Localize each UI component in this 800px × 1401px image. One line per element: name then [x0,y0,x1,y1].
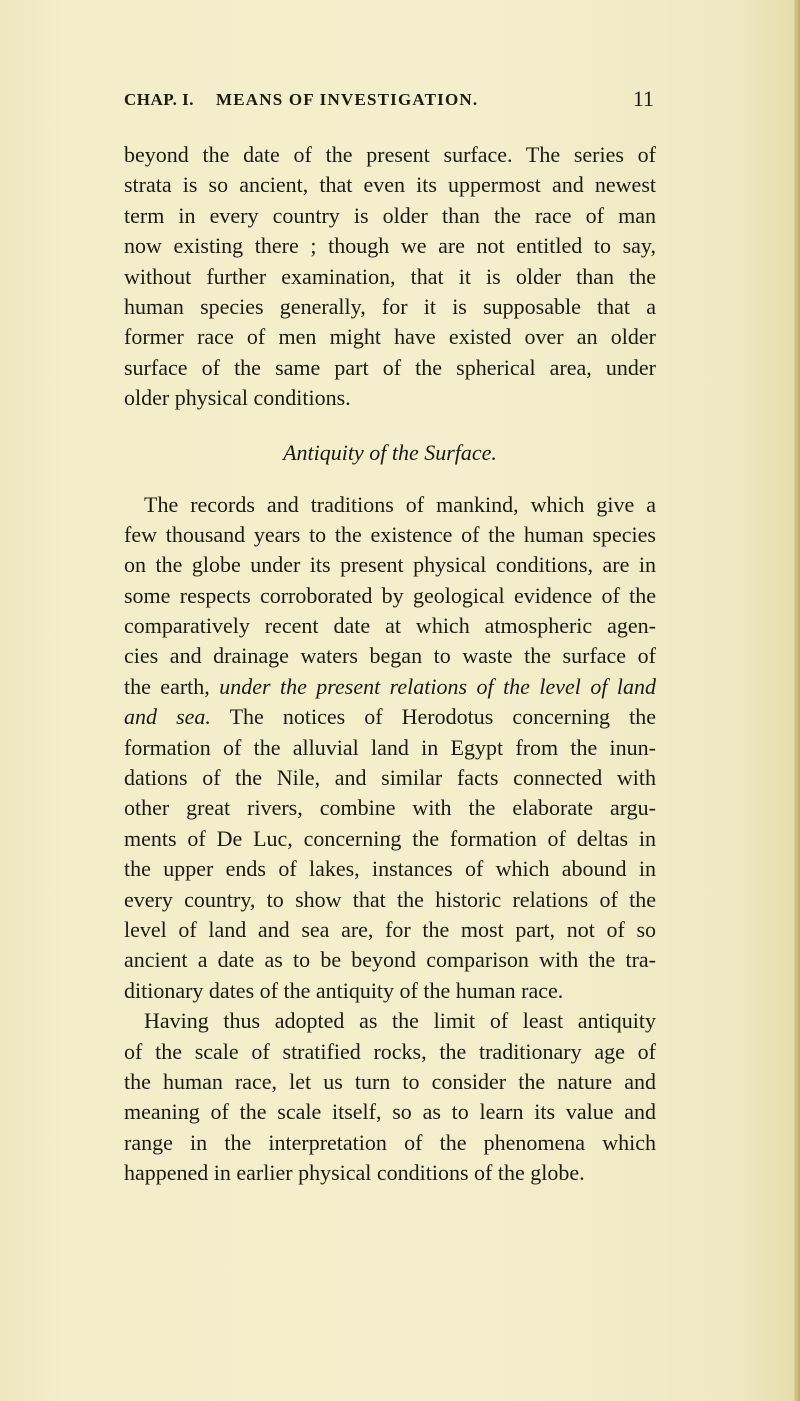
italic-phrase: and sea. [124,704,211,730]
running-title: MEANS OF INVESTIGATION. [216,90,479,109]
text-line: strata is so ancient, that even its uppermost and newest [124,172,656,198]
paragraph-2 [124,490,656,1007]
text-line [124,702,656,732]
text-line: former race of men might have existed over an older [124,324,656,350]
chapter-label: CHAP. I. [124,90,194,109]
text-line: formation of the alluvial land in Egypt from the inun- [124,734,656,760]
text-line: some respects corroborated by geological evidence of the [124,582,656,608]
text-line: dations of the Nile, and similar facts connected with [124,765,656,791]
text-segment: The notices of Herodotus concerning the [210,704,656,730]
text-line [124,672,656,702]
text-line: the human race, let us turn to consider the nature and [124,1068,656,1094]
text-line: level of land and sea are, for the most part, not of so [124,916,656,942]
text-line: other great rivers, combine with the elaborate argu- [124,795,656,821]
text-line: cies and drainage waters began to waste the surface of [124,643,656,669]
text-line: range in the interpretation of the phenomena which [124,1129,656,1155]
text-line: ments of De Luc, concerning the formation of deltas in [124,825,656,851]
text-line: comparatively recent date at which atmospheric agen- [124,613,656,639]
text-line: the upper ends of lakes, instances of which abound in [124,856,656,882]
paragraph-3 [124,1006,656,1188]
text-line: every country, to show that the historic relations of the [124,886,656,912]
paragraph-1 [124,140,656,414]
section-heading: Antiquity of the Surface. [283,439,497,465]
text-line: ancient a date as to be beyond comparison with the tra- [124,947,656,973]
text-line: without further examination, that it is older than the [124,263,656,289]
text-line: ditionary dates of the antiquity of the human race. [124,977,564,1003]
text-segment: the earth, [124,673,220,699]
page-edge-shadow [794,0,800,1401]
text-line: meaning of the scale itself, so as to learn its value and [124,1099,656,1125]
text-line: older physical conditions. [124,385,351,411]
page-number: 11 [632,86,654,111]
text-line: now existing there ; though we are not entitled to say, [124,233,656,259]
text-line: happened in earlier physical conditions of the globe. [124,1160,585,1186]
italic-phrase: under the present relations of the level of land [219,673,656,699]
running-head [124,86,654,116]
body-text [124,140,656,1189]
text-line: Having thus adopted as the limit of least antiquity [144,1008,656,1034]
text-line: term in every country is older than the race of man [124,202,656,228]
text-line: surface of the same part of the spherical area, under [124,354,656,380]
text-line: The records and traditions of mankind, which give a [144,491,656,517]
text-line: human species generally, for it is supposable that a [124,293,656,319]
text-line: few thousand years to the existence of the human species [124,521,656,547]
text-line: of the scale of stratified rocks, the traditionary age of [124,1038,656,1064]
text-line: beyond the date of the present surface. The series of [124,142,656,167]
text-line: on the globe under its present physical conditions, are in [124,552,656,578]
